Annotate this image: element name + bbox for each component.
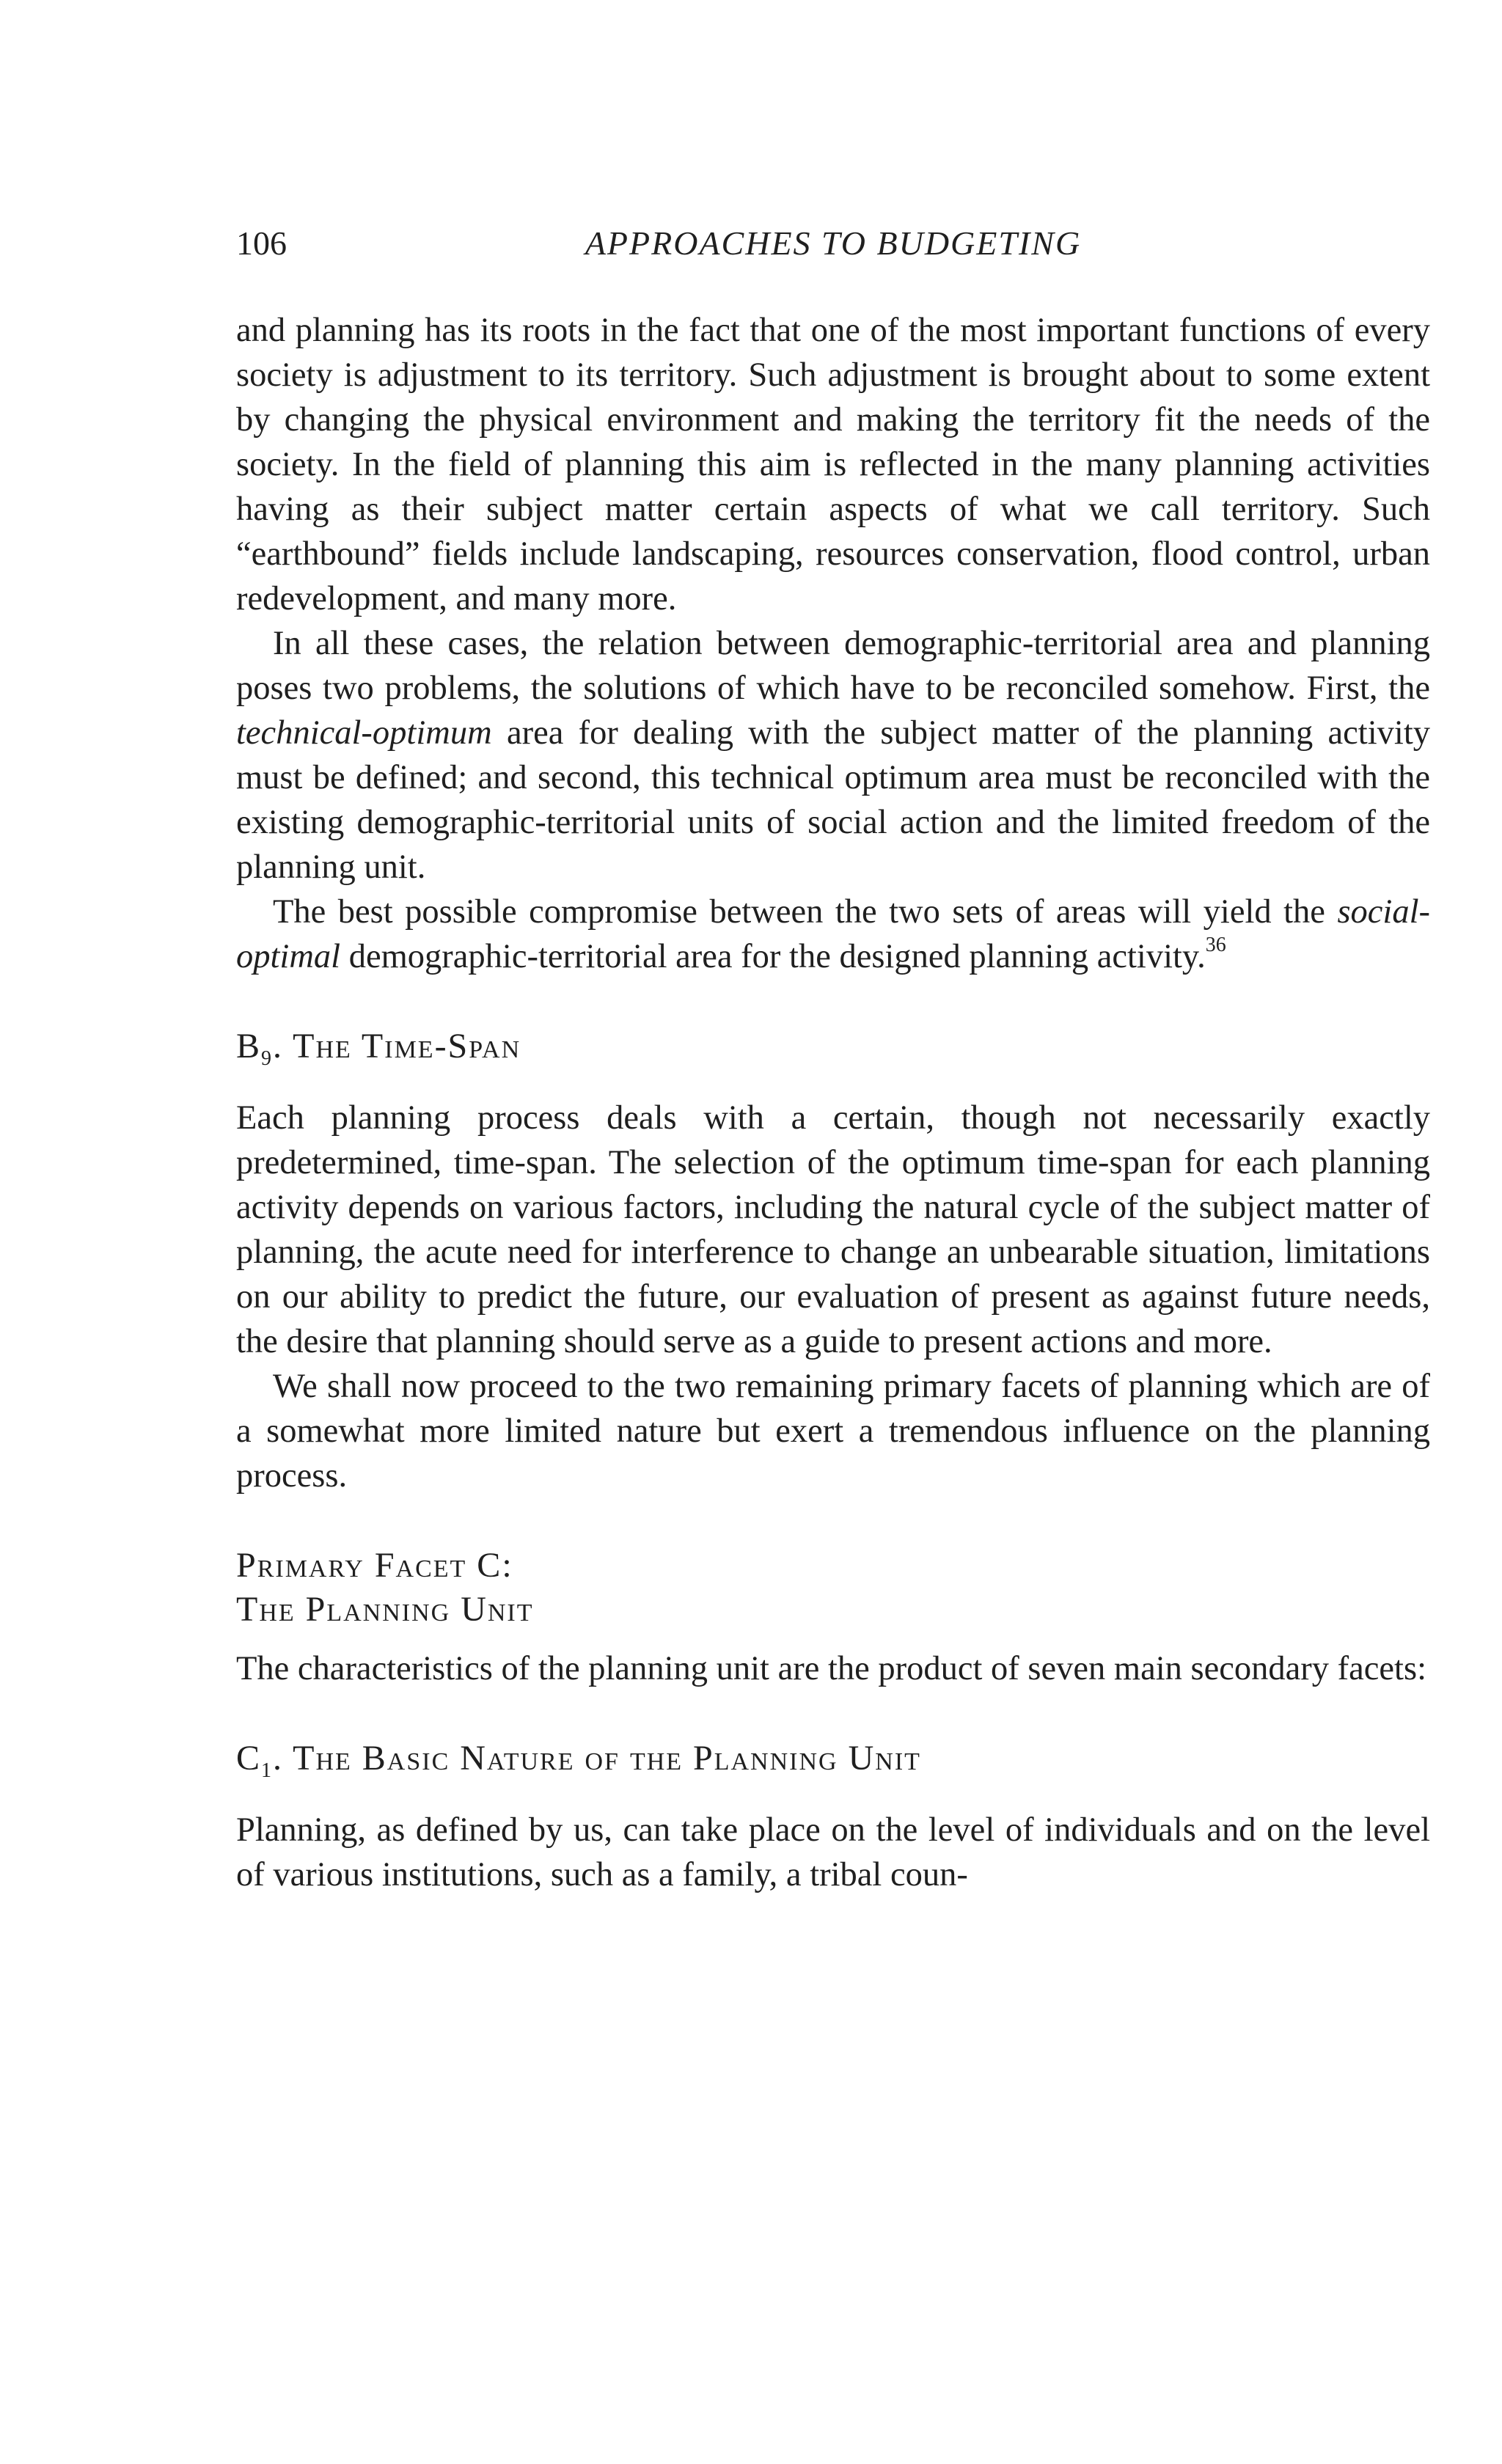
paragraph-time-span: Each planning process deals with a certain, though not necessarily exactly predetermined, time-span. The selection of the optimum time-span for each planning activity depends on various factors, including the natural cycle of the subject matter of planning, the acute need for interference to change an unbearable situation, limitations on our ability to predict the future, our evaluation of present as against future needs, the desire that planning should serve as a guide to present actions and more. [236, 1099, 1430, 1360]
section-heading-time-span [236, 1024, 1430, 1081]
footnote-reference: 36 [1205, 934, 1226, 956]
running-head [236, 221, 1430, 265]
section-heading-basic-nature [236, 1737, 1430, 1793]
paragraph-technical-optimum [236, 621, 1430, 890]
paragraph-text: In all these cases, the relation between demographic-territorial area and planning poses two problems, the solutions of which have to be reconciled somehow. First, the [236, 625, 1430, 707]
paragraph-text: demographic-territorial area for the designed planning activity. [340, 938, 1206, 975]
paragraph-remaining-facets: We shall now proceed to the two remaining primary facets of planning which are of a somewhat more limited nature but exert a tremendous influence on the planning process. [236, 1368, 1430, 1495]
paragraph-text: The best possible compromise between the two sets of areas will yield the [273, 893, 1338, 931]
section-heading-primary-facet-c [236, 1544, 1430, 1632]
paragraph-text: area for dealing with the subject matter of the planning activity must be defined; and second, this technical optimum area must be reconciled with the existing demographic-territorial units of social action and the limited freedom of the planning unit. [236, 714, 1430, 886]
italic-term-technical-optimum: technical-optimum [236, 714, 492, 752]
heading-title: . The Time-Span [273, 1027, 521, 1066]
heading-letter: C [236, 1739, 262, 1778]
heading-line-2: The Planning Unit [236, 1590, 534, 1629]
heading-line-1: Primary Facet C: [236, 1546, 513, 1585]
heading-title: . The Basic Nature of the Planning Unit [273, 1739, 921, 1778]
heading-subscript: 1 [261, 1759, 274, 1782]
paragraph-continuation: and planning has its roots in the fact that one of the most important functions of every society is adjustment to its territory. Such adjustment is brought about to some extent by changing the physical environment and making the territory fit the needs of the society. In the field of planning this aim is reflected in the many planning activities having as their subject matter certain aspects of what we call territory. Such “earthbound” fields include landscaping, resources conservation, flood control, urban redevelopment, and many more. [236, 312, 1430, 617]
paragraph-planning-unit: The characteristics of the planning unit are the product of seven main secondary facets: [236, 1650, 1426, 1687]
heading-letter: B [236, 1027, 262, 1066]
paragraph-basic-nature: Planning, as defined by us, can take place on the level of individuals and on the level of various institutions, such as a family, a tribal coun- [236, 1811, 1430, 1893]
body-text [236, 308, 1430, 1897]
italic-term-social-optimal: social-optimal [236, 893, 1430, 975]
paragraph-social-optimal [236, 890, 1430, 979]
page-number: 106 [236, 224, 287, 262]
heading-subscript: 9 [261, 1047, 274, 1070]
running-title: APPROACHES TO BUDGETING [585, 224, 1082, 262]
